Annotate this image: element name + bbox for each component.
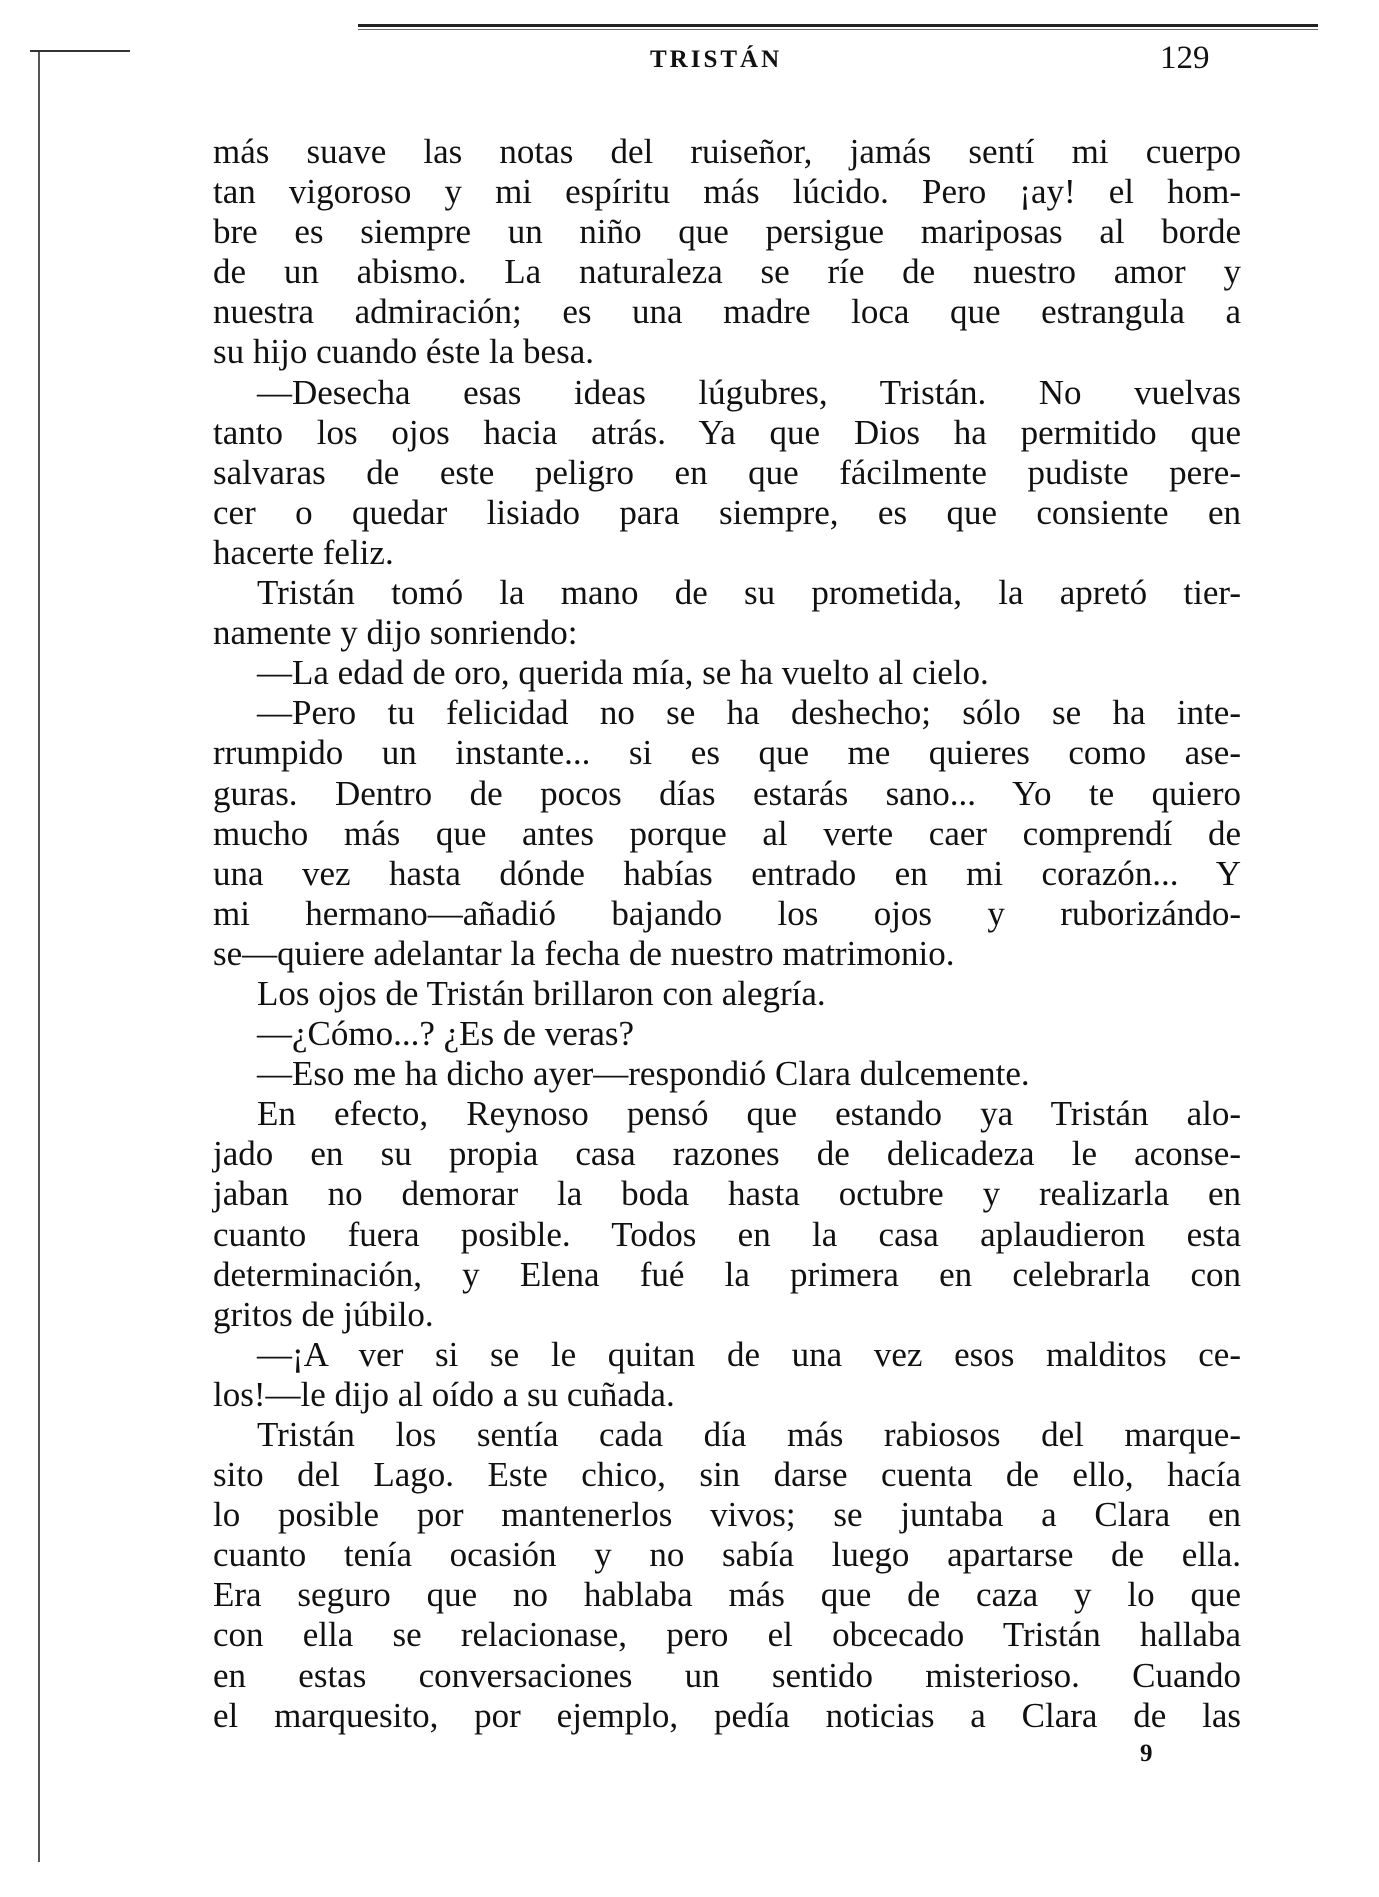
text-line: —¿Cómo...? ¿Es de veras? (257, 1014, 635, 1054)
text-line: el marquesito, por ejemplo, pedía noticias a Clara de las (213, 1695, 1241, 1735)
text-line: En efecto, Reynoso pensó que estando ya Tristán alo- (257, 1094, 1241, 1134)
text-line: —Desecha esas ideas lúgubres, Tristán. No vuelvas (257, 372, 1241, 412)
signature-mark: 9 (1140, 1740, 1153, 1767)
left-margin-rule-horizontal (30, 50, 130, 52)
text-line: guras. Dentro de pocos días estarás sano... Yo te quiero (213, 773, 1241, 813)
running-head-title: TRISTÁN (650, 46, 783, 73)
top-rule (358, 24, 1318, 27)
text-line: tanto los ojos hacia atrás. Ya que Dios ha permitido que (213, 412, 1241, 452)
body-text (213, 132, 1241, 1736)
left-margin-rule-vertical (38, 52, 40, 1862)
text-line: rrumpido un instante... si es que me quieres como ase- (213, 733, 1241, 773)
text-line: con ella se relacionase, pero el obcecado Tristán hallaba (213, 1615, 1241, 1655)
text-line: Tristán tomó la mano de su prometida, la apretó tier- (257, 573, 1241, 613)
text-line: Era seguro que no hablaba más que de caza y lo que (213, 1575, 1241, 1615)
text-line: —La edad de oro, querida mía, se ha vuelto al cielo. (257, 653, 989, 693)
text-line: jaban no demorar la boda hasta octubre y realizarla en (213, 1174, 1241, 1214)
text-line: —¡A ver si se le quitan de una vez esos malditos ce- (257, 1334, 1241, 1374)
text-line: nuestra admiración; es una madre loca que estrangula a (213, 292, 1241, 332)
text-line: de un abismo. La naturaleza se ríe de nuestro amor y (213, 252, 1241, 292)
text-line: en estas conversaciones un sentido misterioso. Cuando (213, 1655, 1241, 1695)
text-line: más suave las notas del ruiseñor, jamás sentí mi cuerpo (213, 132, 1241, 171)
text-line: cuanto fuera posible. Todos en la casa aplaudieron esta (213, 1214, 1241, 1254)
text-line: hacerte feliz. (213, 532, 394, 572)
page-number: 129 (1160, 40, 1210, 76)
text-line: —Eso me ha dicho ayer—respondió Clara dulcemente. (257, 1054, 1030, 1094)
text-line: mucho más que antes porque al verte caer comprendí de (213, 813, 1241, 853)
text-line: Los ojos de Tristán brillaron con alegría. (257, 973, 826, 1013)
text-line: salvaras de este peligro en que fácilmente pudiste pere- (213, 452, 1241, 492)
text-line: los!—le dijo al oído a su cuñada. (213, 1374, 675, 1414)
text-line: su hijo cuando éste la besa. (213, 332, 595, 372)
text-line: tan vigoroso y mi espíritu más lúcido. Pero ¡ay! el hom- (213, 172, 1241, 212)
text-line: sito del Lago. Este chico, sin darse cuenta de ello, hacía (213, 1455, 1241, 1495)
text-line: gritos de júbilo. (213, 1294, 434, 1334)
text-line: cuanto tenía ocasión y no sabía luego apartarse de ella. (213, 1535, 1241, 1575)
text-line: una vez hasta dónde habías entrado en mi corazón... Y (213, 853, 1241, 893)
text-line: lo posible por mantenerlos vivos; se juntaba a Clara en (213, 1495, 1241, 1535)
text-line: —Pero tu felicidad no se ha deshecho; sólo se ha inte- (257, 693, 1241, 733)
text-line: jado en su propia casa razones de delicadeza le aconse- (213, 1134, 1241, 1174)
top-rule-thin (358, 29, 1318, 30)
text-line: mi hermano—añadió bajando los ojos y ruborizándo- (213, 893, 1241, 933)
text-line: determinación, y Elena fué la primera en celebrarla con (213, 1254, 1241, 1294)
text-line: namente y dijo sonriendo: (213, 613, 578, 653)
text-line: se—quiere adelantar la fecha de nuestro matrimonio. (213, 933, 955, 973)
text-line: cer o quedar lisiado para siempre, es que consiente en (213, 492, 1241, 532)
text-line: bre es siempre un niño que persigue mariposas al borde (213, 212, 1241, 252)
text-line: Tristán los sentía cada día más rabiosos del marque- (257, 1415, 1241, 1454)
